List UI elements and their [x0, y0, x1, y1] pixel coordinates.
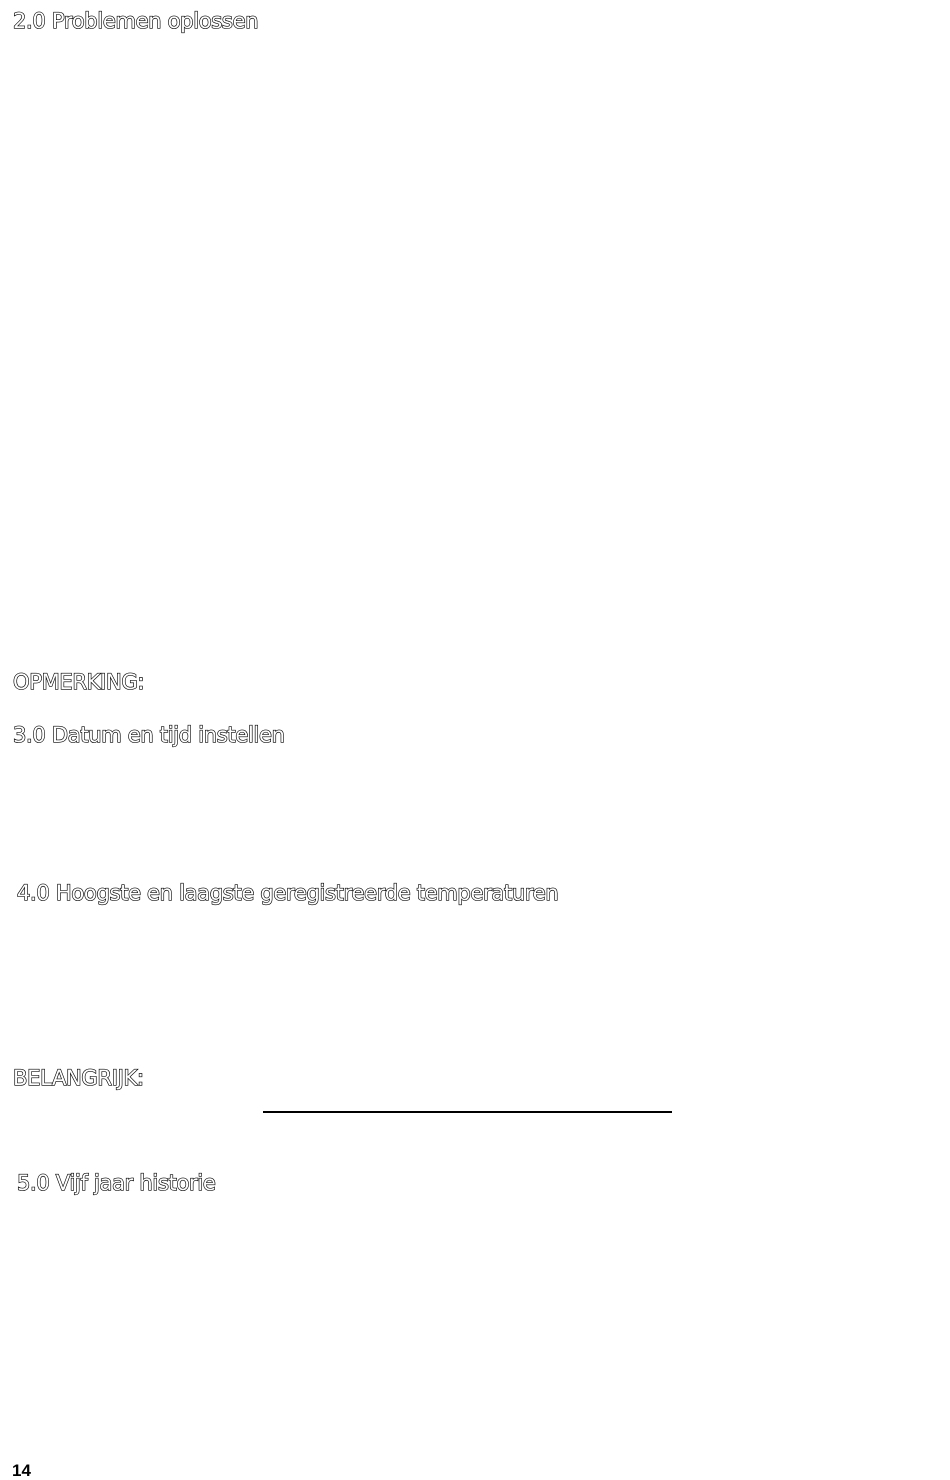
- note-label: OPMERKING:: [13, 670, 145, 694]
- page-number: 14: [12, 1461, 31, 1480]
- underline-rule: [263, 1111, 672, 1113]
- important-label: BELANGRIJK:: [13, 1066, 144, 1090]
- section-heading-minmax-temperatures: 4.0 Hoogste en laagste geregistreerde temperaturen: [17, 881, 559, 905]
- section-heading-set-datetime: 3.0 Datum en tijd instellen: [13, 723, 285, 747]
- section-heading-five-year-history: 5.0 Vijf jaar historie: [17, 1171, 216, 1195]
- section-heading-troubleshooting: 2.0 Problemen oplossen: [13, 9, 259, 33]
